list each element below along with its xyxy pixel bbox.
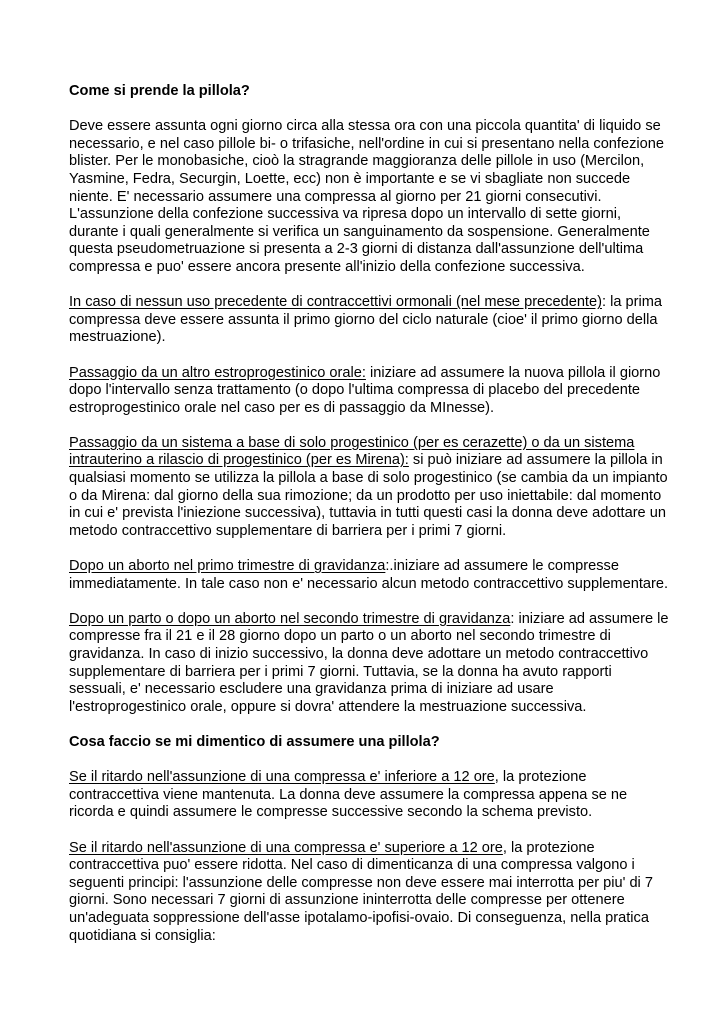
text-switch-progestin: si può iniziare ad assumere la pillola in qualsiasi momento se utilizza la pillola a base di solo progestinico (se cambia da un impianto o da Mirena: dal giorno della sua rimozione; da un prodotto per uso iniettabile: dal momento in cui e' prevista l'iniezione successiva), tuttavia in tutti questi casi la donna deve adottare un metodo contraccettivo supplementare di barriera per i primi 7 giorni. [69, 452, 668, 539]
text-switch-oral: iniziare ad assumere la nuova pillola il giorno dopo l'intervallo senza trattamento (o dopo l'ultima compressa di placebo del precedente estroprogestinico orale nel caso per es di passaggio da MInesse). [69, 364, 661, 416]
text-delay-over-12h: , la protezione contraccettiva puo' essere ridotta. Nel caso di dimenticanza di una compressa valgono i seguenti principi: l'assunzione delle compresse non deve essere mai interrotta per piu' di 7 giorni. Sono necessari 7 giorni di assunzione ininterrotta delle compresse per ottenere un'adeguata soppressione dell'asse ipotalamo-ipofisi-ovaio. Di conseguenza, nella pratica quotidiana si consiglia: [69, 839, 653, 944]
paragraph-delay-over-12h [69, 840, 669, 946]
paragraph-switch-oral [69, 365, 669, 418]
paragraph-first-trimester-abortion [69, 558, 669, 593]
paragraph-general-instructions: Deve essere assunta ogni giorno circa alla stessa ora con una piccola quantita' di liquido se necessario, e nel caso pillole bi- o trifasiche, nell'ordine in cui si presentano nella confezione blister. Per le monobasiche, cioò la stragrande maggioranza delle pillole in uso (Mercilon, Yasmine, Fedra, Securgin, Loette, ecc) non è importante e se vi sbagliate non succede niente. E' necessario assumere una compressa al giorno per 21 giorni consecutivi. L'assunzione della confezione successiva va ripresa dopo un intervallo di sette giorni, durante i quali generalmente si verifica un sanguinamento da sospensione. Generalmente questa pseudometruazione si presenta a 2-3 giorni di distanza dall'assunzione dell'ultima compressa e puo' essere ancora presente all'inizio della confezione successiva. [69, 118, 664, 275]
label-no-previous-use: In caso di nessun uso precedente di contraccettivi ormonali (nel mese precedente) [69, 294, 602, 311]
text-after-birth: : iniziare ad assumere le compresse fra il 21 e il 28 giorno dopo un parto o un aborto nel secondo trimestre di gravidanza. In caso di inizio successivo, la donna deve adottare un metodo contraccettivo supplementare di barriera per i primi 7 giorni. Tuttavia, se la donna ha avuto rapporti sessuali, e' necessario escludere una gravidanza prima di iniziare ad usare l'estroprogestinico orale, oppure si dovra' attendere la mestruazione successiva. [69, 610, 669, 715]
label-after-birth: Dopo un parto o dopo un aborto nel secondo trimestre di gravidanza [69, 610, 511, 627]
label-delay-under-12h: Se il ritardo nell'assunzione di una compressa e' inferiore a 12 ore [69, 769, 495, 786]
paragraph-switch-progestin [69, 435, 669, 541]
text-first-trimester-abortion: :.iniziare ad assumere le compresse immediatamente. In tale caso non e' necessario alcun metodo contraccettivo supplementare. [69, 558, 669, 592]
label-switch-progestin: Passaggio da un sistema a base di solo progestinico (per es cerazette) o da un sistema intrauterino a rilascio di progestinico (per es Mirena): [69, 434, 635, 469]
heading-how-to-take-pill: Come si prende la pillola? [69, 83, 250, 99]
paragraph-after-birth [69, 611, 669, 717]
label-first-trimester-abortion: Dopo un aborto nel primo trimestre di gravidanza [69, 558, 386, 575]
paragraph-delay-under-12h [69, 769, 669, 822]
text-delay-under-12h: , la protezione contraccettiva viene mantenuta. La donna deve assumere la compressa appena se ne ricorda e quindi assumere le compresse successive secondo la schema previsto. [69, 769, 628, 821]
label-switch-oral: Passaggio da un altro estroprogestinico orale: [69, 364, 366, 381]
paragraph-no-previous-use [69, 294, 669, 347]
document-page [69, 83, 669, 963]
label-delay-over-12h: Se il ritardo nell'assunzione di una compressa e' superiore a 12 ore [69, 839, 503, 856]
text-no-previous-use: : la prima compressa deve essere assunta il primo giorno del ciclo naturale (cioe' il primo giorno della mestruazione). [69, 294, 662, 346]
heading-forgot-pill: Cosa faccio se mi dimentico di assumere una pillola? [69, 733, 440, 750]
